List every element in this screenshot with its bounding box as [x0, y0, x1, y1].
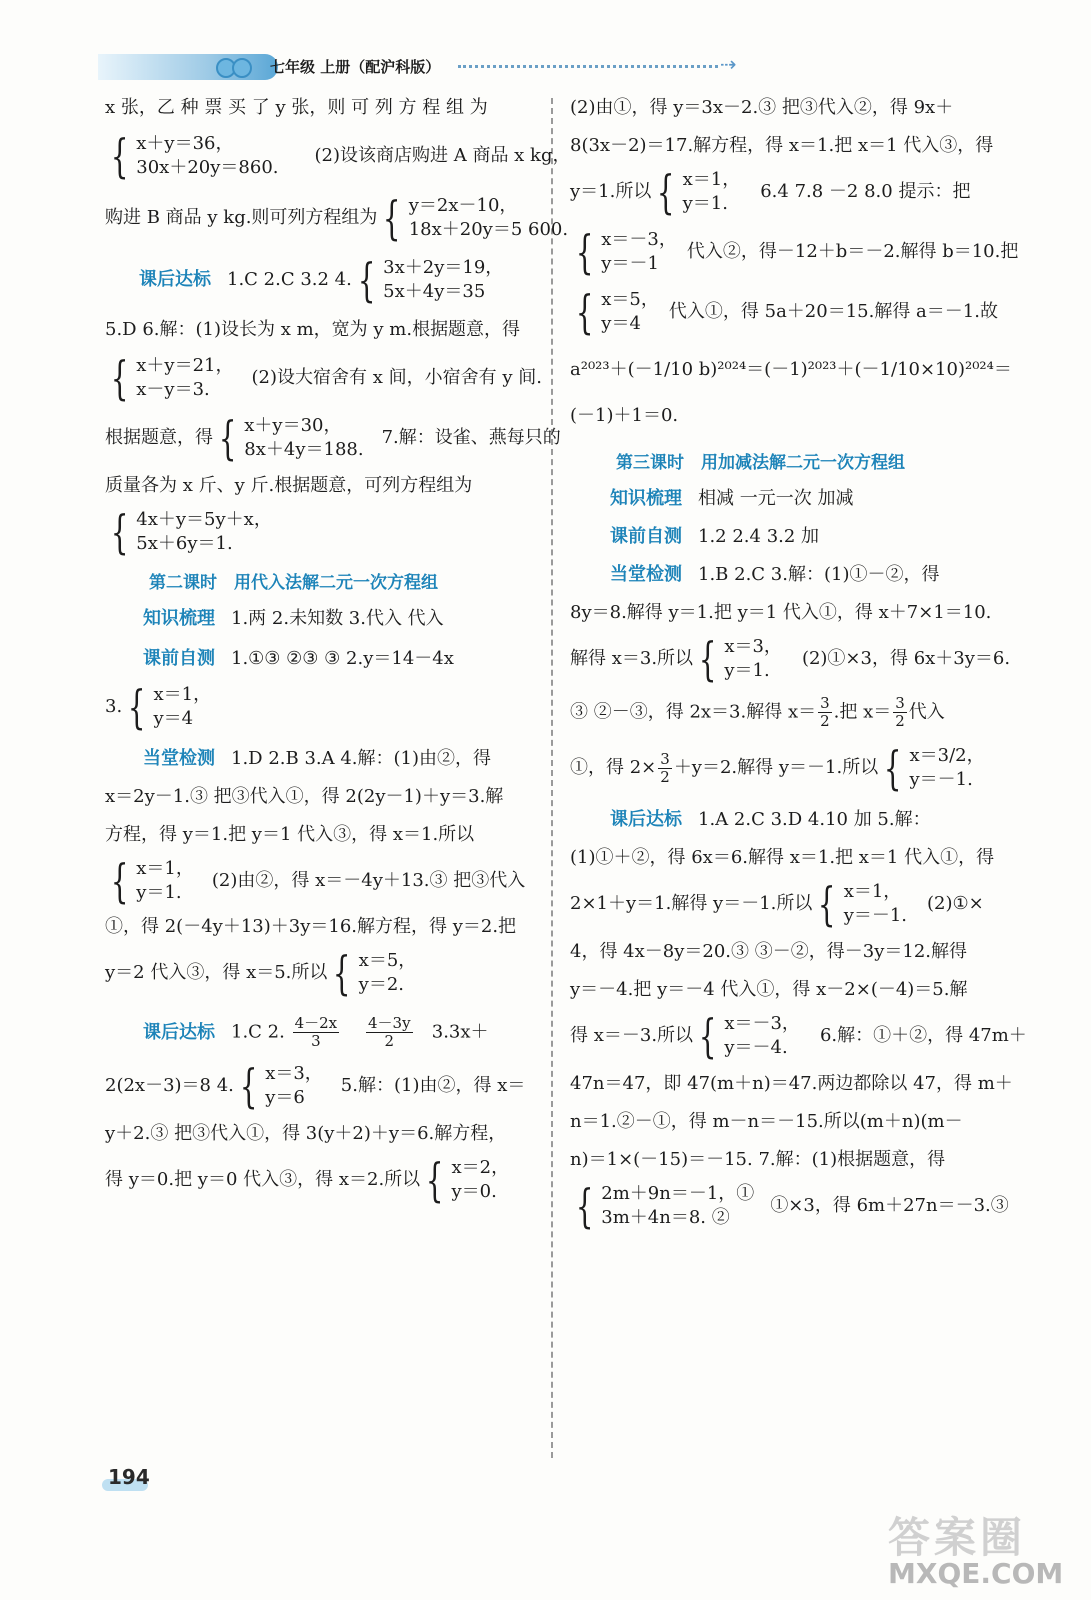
brace-icon: {	[657, 165, 675, 219]
left-column	[105, 96, 571, 1207]
text-line: y＝－4.把 y＝－4 代入①，得 x－2×(－4)＝5.解	[570, 979, 968, 1000]
equation-system: x＝1， y＝4	[153, 684, 212, 729]
text-line: x＝2y－1.③ 把③代入①，得 2(2y－1)＋y＝3.解	[105, 786, 504, 807]
text-line: (－1)＋1＝0.	[570, 405, 679, 426]
watermark-url: MXQE.COM	[888, 1557, 1064, 1590]
equation-system: y＝2x－10， 18x＋20y＝5 600.	[408, 195, 569, 240]
brace-icon: {	[575, 1179, 594, 1233]
equation-system: x＝5， y＝2.	[358, 950, 417, 995]
equation-system: x＝1， y＝－1.	[843, 881, 908, 926]
fraction: $\frac{4-2x}{3}$	[294, 1014, 338, 1050]
equation-system: x＝2， y＝0.	[451, 1157, 510, 1202]
equation-row: { x＋y＝36， 30x＋20y＝860. (2)设该商店购进 A 商品 x kg，	[110, 129, 571, 183]
equation-system: x＝－3， y＝－4.	[724, 1013, 800, 1058]
header-title: 七年级 上册（配沪科版）	[270, 58, 441, 76]
equation-system: x＝－3， y＝－1	[601, 229, 677, 274]
equation-system: x＝5， y＝4	[601, 289, 659, 334]
text-line: n＝1.②－①，得 m－n＝－15.所以(m＋n)(m－	[570, 1111, 963, 1132]
equation-row: 购进 B 商品 y kg.则可列方程组为 { y＝2x－10， 18x＋20y＝5 600.	[105, 191, 569, 245]
text-line: 当堂检测 1.D 2.B 3.A 4.解：(1)由②，得	[143, 748, 492, 769]
brace-icon: {	[884, 741, 902, 795]
section-tag: 知识梳理	[143, 608, 215, 629]
fraction: $\frac{3}{2}$	[895, 694, 905, 730]
equation-row: ①，得 2× $\frac{3}{2}$ ＋y＝2.解得 y＝－1.所以 { x＝3/2， y＝－1.	[570, 741, 985, 795]
equation-row: { 2m＋9n＝－1，① 3m＋4n＝8. ② ①×3，得 6m＋27n＝－3.③	[575, 1179, 1009, 1233]
equation-system: 4x＋y＝5y＋x， 5x＋6y＝1.	[136, 509, 272, 554]
equation-system: x＋y＝30， 8x＋4y＝188.	[244, 415, 364, 460]
equation-row: { x＋y＝21， x－y＝3. (2)设大宿舍有 x 间，小宿舍有 y 间.	[110, 351, 542, 405]
text-line: 知识梳理 1.两 2.未知数 3.代入 代入	[143, 608, 444, 629]
brace-icon: {	[357, 253, 376, 307]
watermark-logo	[888, 1505, 1064, 1591]
brace-icon: {	[426, 1153, 444, 1207]
fraction: $\frac{4-3y}{2}$	[368, 1014, 411, 1050]
column-divider	[551, 98, 553, 1458]
text-line: 8y＝8.解得 y＝1.把 y＝1 代入①，得 x＋7×1＝10.	[570, 602, 992, 623]
brace-icon: {	[575, 225, 594, 279]
watermark-text: 答案圈	[888, 1513, 1027, 1562]
equation-row: 根据题意，得 { x＋y＝30， 8x＋4y＝188. 7.解：设雀、燕每只的	[105, 411, 561, 465]
section-title: 第二课时 用代入法解二元一次方程组	[149, 573, 438, 593]
text-line: 5.D 6.解：(1)设长为 x m，宽为 y m.根据题意，得	[105, 319, 521, 340]
section-tag: 课后达标	[143, 1021, 215, 1043]
brace-icon: {	[110, 854, 129, 908]
section-tag: 课后达标	[139, 269, 211, 290]
text-line: y＋2.③ 把③代入①，得 3(y＋2)＋y＝6.解方程，	[105, 1123, 507, 1144]
header-logo-icon	[216, 58, 256, 78]
text-line: a²⁰²³＋(－1/10 b)²⁰²⁴＝(－1)²⁰²³＋(－1/10×10)²⁰²⁴＝	[570, 359, 1012, 380]
brace-icon: {	[333, 946, 351, 1000]
page-number: 194	[108, 1465, 150, 1489]
equation-system: 2m＋9n＝－1，① 3m＋4n＝8. ②	[601, 1183, 755, 1228]
section-title: 第三课时 用加减法解二元一次方程组	[616, 453, 905, 473]
text-line: n)＝1×(－15)＝－15. 7.解：(1)根据题意，得	[570, 1149, 946, 1170]
text-line: 课前自测 1.①③ ②③ ③ 2.y＝14－4x	[143, 648, 454, 669]
text-line: ①，得 2(－4y＋13)＋3y＝16.解方程，得 y＝2.把	[105, 916, 517, 937]
text-line: 质量各为 x 斤、y 斤.根据题意，可列方程组为	[105, 475, 473, 496]
text-line: 课后达标 1.C 2. $\frac{4-2x}{3}$ $\frac{4-3y}{2}$ 3.3x＋	[143, 1014, 489, 1050]
equation-row: 解得 x＝3.所以 { x＝3， y＝1. (2)①×3，得 6x＋3y＝6.	[570, 632, 1011, 686]
brace-icon: {	[383, 191, 401, 245]
brace-icon: {	[239, 1059, 258, 1113]
text-line: (2)由①，得 y＝3x－2.③ 把③代入②，得 9x＋	[570, 97, 954, 118]
right-column	[570, 96, 1027, 1233]
brace-icon: {	[575, 285, 594, 339]
equation-row: 得 x＝－3.所以 { x＝－3， y＝－4. 6.解：①＋②，得 47m＋	[570, 1009, 1027, 1063]
page-header	[98, 50, 748, 90]
equation-row: 2×1＋y＝1.解得 y＝－1.所以 { x＝1， y＝－1. (2)①×	[570, 877, 984, 931]
equation-row: 2(2x－3)＝8 4. { x＝3， y＝6 5.解：(1)由②，得 x＝	[105, 1059, 526, 1113]
equation-system: x＝3/2， y＝－1.	[909, 745, 985, 790]
fraction: $\frac{3}{2}$	[820, 694, 830, 730]
equation-system: x＋y＝36， 30x＋20y＝860.	[136, 133, 279, 178]
text-line: 课前自测 1.2 2.4 3.2 加	[610, 526, 820, 547]
equation-system: x＝3， y＝1.	[724, 636, 782, 681]
brace-icon: {	[128, 680, 146, 734]
brace-icon: {	[698, 632, 717, 686]
text-line: x 张，乙 种 票 买 了 y 张，则 可 列 方 程 组 为	[105, 97, 488, 118]
arrow-right-icon: ⇢	[720, 52, 737, 76]
brace-icon: {	[110, 505, 129, 559]
brace-icon: {	[218, 411, 237, 465]
text-line: 4，得 4x－8y＝20.③ ③－②，得－3y＝12.解得	[570, 941, 967, 962]
text-line: 课后达标 1.A 2.C 3.D 4.10 加 5.解：	[610, 809, 931, 830]
equation-row	[105, 505, 537, 559]
equation-system: x＝1， y＝1.	[136, 858, 194, 903]
section-tag: 知识梳理	[610, 488, 682, 509]
equation-row: { x＝5， y＝4 代入①，得 5a＋20＝15.解得 a＝－1.故	[575, 285, 998, 339]
text-line: 8(3x－2)＝17.解方程，得 x＝1.把 x＝1 代入③，得	[570, 135, 994, 156]
section-tag: 课前自测	[610, 526, 682, 547]
equation-row: 得 y＝0.把 y＝0 代入③，得 x＝2.所以 { x＝2， y＝0.	[105, 1153, 510, 1207]
brace-icon: {	[110, 351, 129, 405]
equation-system: x＋y＝21， x－y＝3.	[136, 355, 234, 400]
brace-icon: {	[110, 129, 129, 183]
equation-system: x＝3， y＝6	[265, 1063, 323, 1108]
text-line: (1)①＋②，得 6x＝6.解得 x＝1.把 x＝1 代入①，得	[570, 847, 995, 868]
equation-row: { x＝－3， y＝－1 代入②，得－12＋b＝－2.解得 b＝10.把	[575, 225, 1019, 279]
fraction: $\frac{3}{2}$	[660, 749, 670, 786]
equation-system: x＝1， y＝1.	[682, 169, 741, 214]
equation-row: y＝2 代入③，得 x＝5.所以 { x＝5， y＝2.	[105, 946, 417, 1000]
section-tag: 当堂检测	[610, 564, 682, 585]
equation-row: 课后达标 1.C 2.C 3.2 4. { 3x＋2y＝19， 5x＋4y＝35	[139, 253, 504, 307]
section-tag: 课前自测	[143, 648, 215, 669]
equation-system: 3x＋2y＝19， 5x＋4y＝35	[383, 257, 504, 302]
section-tag: 当堂检测	[143, 748, 215, 769]
equation-row: { x＝1， y＝1. (2)由②，得 x＝－4y＋13.③ 把③代入	[110, 854, 526, 908]
section-tag: 课后达标	[610, 809, 682, 830]
text-line: 当堂检测 1.B 2.C 3.解：(1)①－②，得	[610, 564, 940, 585]
text-line: ③ ②－③，得 2x＝3.解得 x＝ $\frac{3}{2}$ .把 x＝ $\frac{3}{2}$ 代入	[570, 694, 945, 730]
text-line: 方程，得 y＝1.把 y＝1 代入③，得 x＝1.所以	[105, 824, 475, 845]
brace-icon: {	[818, 877, 836, 931]
text-line: 47n＝47，即 47(m＋n)＝47.两边都除以 47，得 m＋	[570, 1073, 1013, 1094]
equation-row: y＝1.所以 { x＝1， y＝1. 6.4 7.8 －2 8.0 提示：把	[570, 165, 971, 219]
equation-row: 3. { x＝1， y＝4	[105, 680, 212, 734]
header-dotted-line	[458, 65, 718, 68]
brace-icon: {	[698, 1009, 717, 1063]
text-line: 知识梳理 相减 一元一次 加减	[610, 488, 854, 509]
